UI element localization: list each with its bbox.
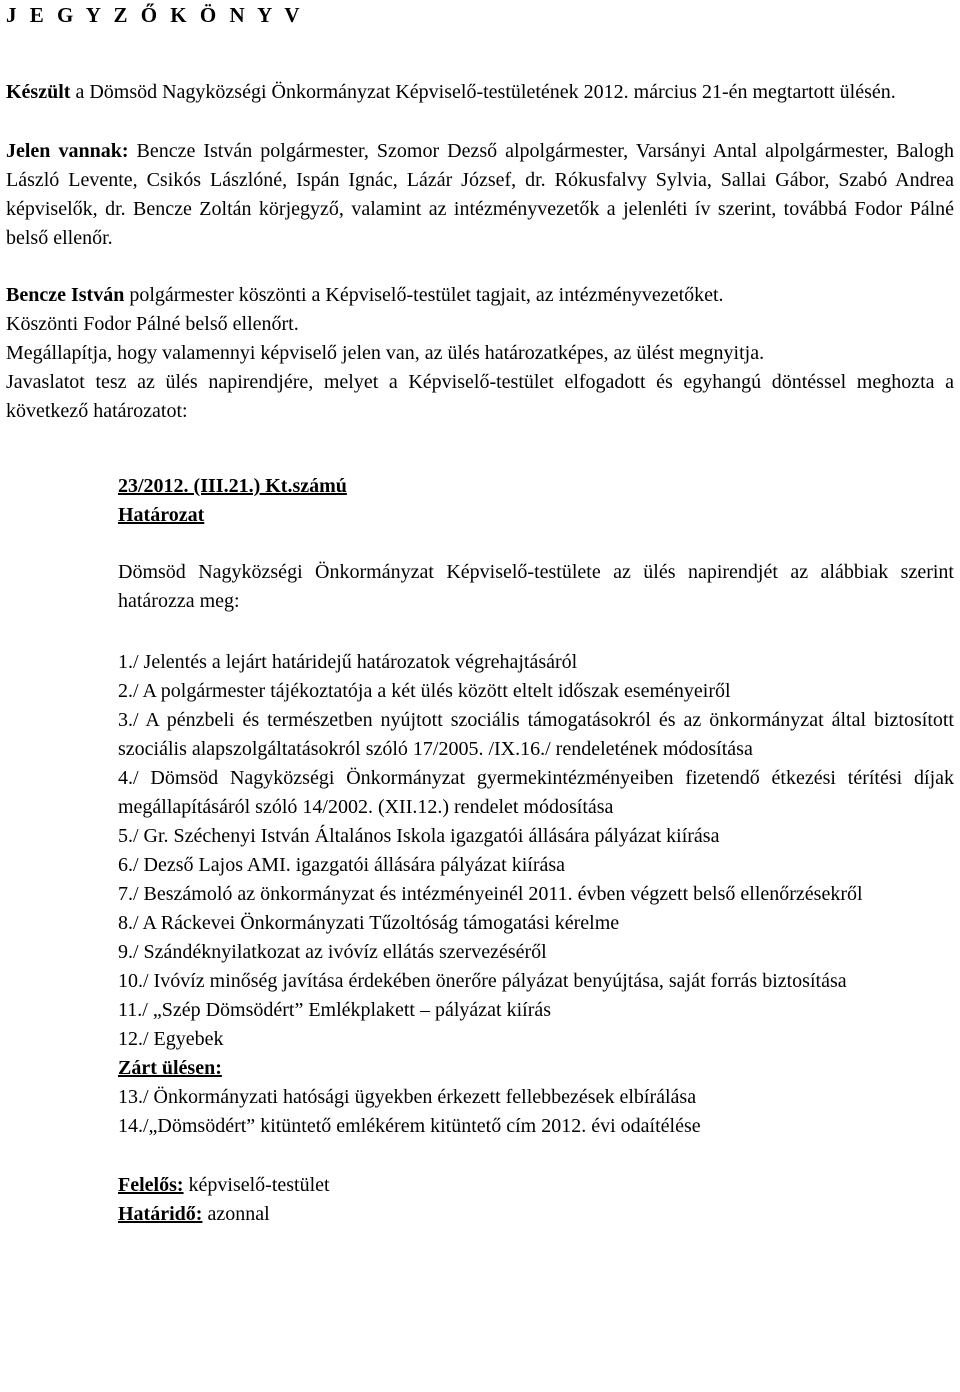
greeting-section — [6, 281, 954, 426]
document-title: J E G Y Z Ő K Ö N Y V — [6, 3, 304, 27]
resolution-block — [118, 472, 954, 1229]
agenda-list — [118, 648, 954, 1141]
attendees-label: Jelen vannak: — [6, 140, 129, 162]
agenda-item: 6./ Dezső Lajos AMI. igazgatói állására pályázat kiírása — [118, 854, 566, 876]
agenda-item: 12./ Egyebek — [118, 1028, 224, 1050]
deadline-line — [118, 1200, 954, 1229]
resolution-body: Dömsöd Nagyközségi Önkormányzat Képviselő-testülete az ülés napirendjét az alábbiak szerint határozza meg: — [118, 561, 954, 612]
closed-agenda-item: 14./„Dömsödért” kitüntető emlékérem kitüntető cím 2012. évi odaítélése — [118, 1115, 701, 1137]
agenda-item: 3./ A pénzbeli és természetben nyújtott szociális támogatásokról és az önkormányzat által biztosított szociális alapszolgáltatásokról szóló 17/2005. /IX.16./ rendeletének módosítása — [118, 709, 954, 760]
deadline-label: Határidő: — [118, 1203, 203, 1225]
agenda-item: 8./ A Ráckevei Önkormányzati Tűzoltóság támogatási kérelme — [118, 912, 620, 934]
intro-text: a Dömsöd Nagyközségi Önkormányzat Képviselő-testületének 2012. március 21-én megtartott ülésén. — [70, 81, 896, 103]
agenda-item: 10./ Ivóvíz minőség javítása érdekében önerőre pályázat benyújtása, saját forrás biztosítása — [118, 970, 847, 992]
responsible-label: Felelős: — [118, 1174, 184, 1196]
agenda-item: 2./ A polgármester tájékoztatója a két ülés között eltelt időszak eseményeiről — [118, 680, 731, 702]
agenda-item: 9./ Szándéknyilatkozat az ivóvíz ellátás szervezéséről — [118, 941, 547, 963]
intro-bold: Készült — [6, 81, 71, 103]
greeting-text-1: polgármester köszönti a Képviselő-testület tagjait, az intézményvezetőket. — [124, 284, 724, 306]
closed-agenda-item: 13./ Önkormányzati hatósági ügyekben érkezett fellebbezések elbírálása — [118, 1086, 697, 1108]
resolution-heading: Határozat — [118, 504, 205, 526]
greeting-line-2: Köszönti Fodor Pálné belső ellenőrt. — [6, 313, 299, 335]
greeting-line-1 — [6, 281, 954, 310]
deadline-value: azonnal — [202, 1203, 270, 1225]
agenda-item: 5./ Gr. Széchenyi István Általános Iskola igazgatói állására pályázat kiírása — [118, 825, 720, 847]
agenda-item: 4./ Dömsöd Nagyközségi Önkormányzat gyermekintézményeiben fizetendő étkezési térítési díjak megállapításáról szóló 14/2002. (XII.12.) rendelet módosítása — [118, 767, 954, 818]
attendees-paragraph — [6, 137, 954, 253]
agenda-item: 7./ Beszámoló az önkormányzat és intézményeinél 2011. évben végzett belső ellenőrzésekről — [118, 883, 863, 905]
mayor-name: Bencze István — [6, 284, 125, 306]
greeting-line-3: Megállapítja, hogy valamennyi képviselő jelen van, az ülés határozatképes, az ülést megnyitja. — [6, 342, 765, 364]
attendees-text: Bencze István polgármester, Szomor Dezső alpolgármester, Varsányi Antal alpolgármester, Balogh László Levente, Csikós Lászlóné, Ispán Ignác, Lázár József, dr. Rókusfalvy Sylvia, Sallai Gábor, Szabó Andrea képviselők, dr. Bencze Zoltán körjegyző, valamint az intézményvezetők a jelenléti ív szerint, továbbá Fodor Pálné belső ellenőr. — [6, 140, 954, 249]
intro-paragraph — [6, 78, 954, 107]
responsible-line — [118, 1171, 954, 1200]
responsible-value: képviselő-testület — [183, 1174, 330, 1196]
agenda-item: 11./ „Szép Dömsödért” Emlékplakett – pályázat kiírás — [118, 999, 552, 1021]
greeting-line-4: Javaslatot tesz az ülés napirendjére, melyet a Képviselő-testület elfogadott és egyhangú döntéssel meghozta a következő határozatot: — [6, 371, 954, 422]
resolution-footer — [118, 1171, 954, 1229]
agenda-item: 1./ Jelentés a lejárt határidejű határozatok végrehajtásáról — [118, 651, 578, 673]
resolution-number: 23/2012. (III.21.) Kt.számú — [118, 475, 347, 497]
document-page — [6, 0, 954, 1229]
closed-session-heading: Zárt ülésen: — [118, 1057, 222, 1079]
